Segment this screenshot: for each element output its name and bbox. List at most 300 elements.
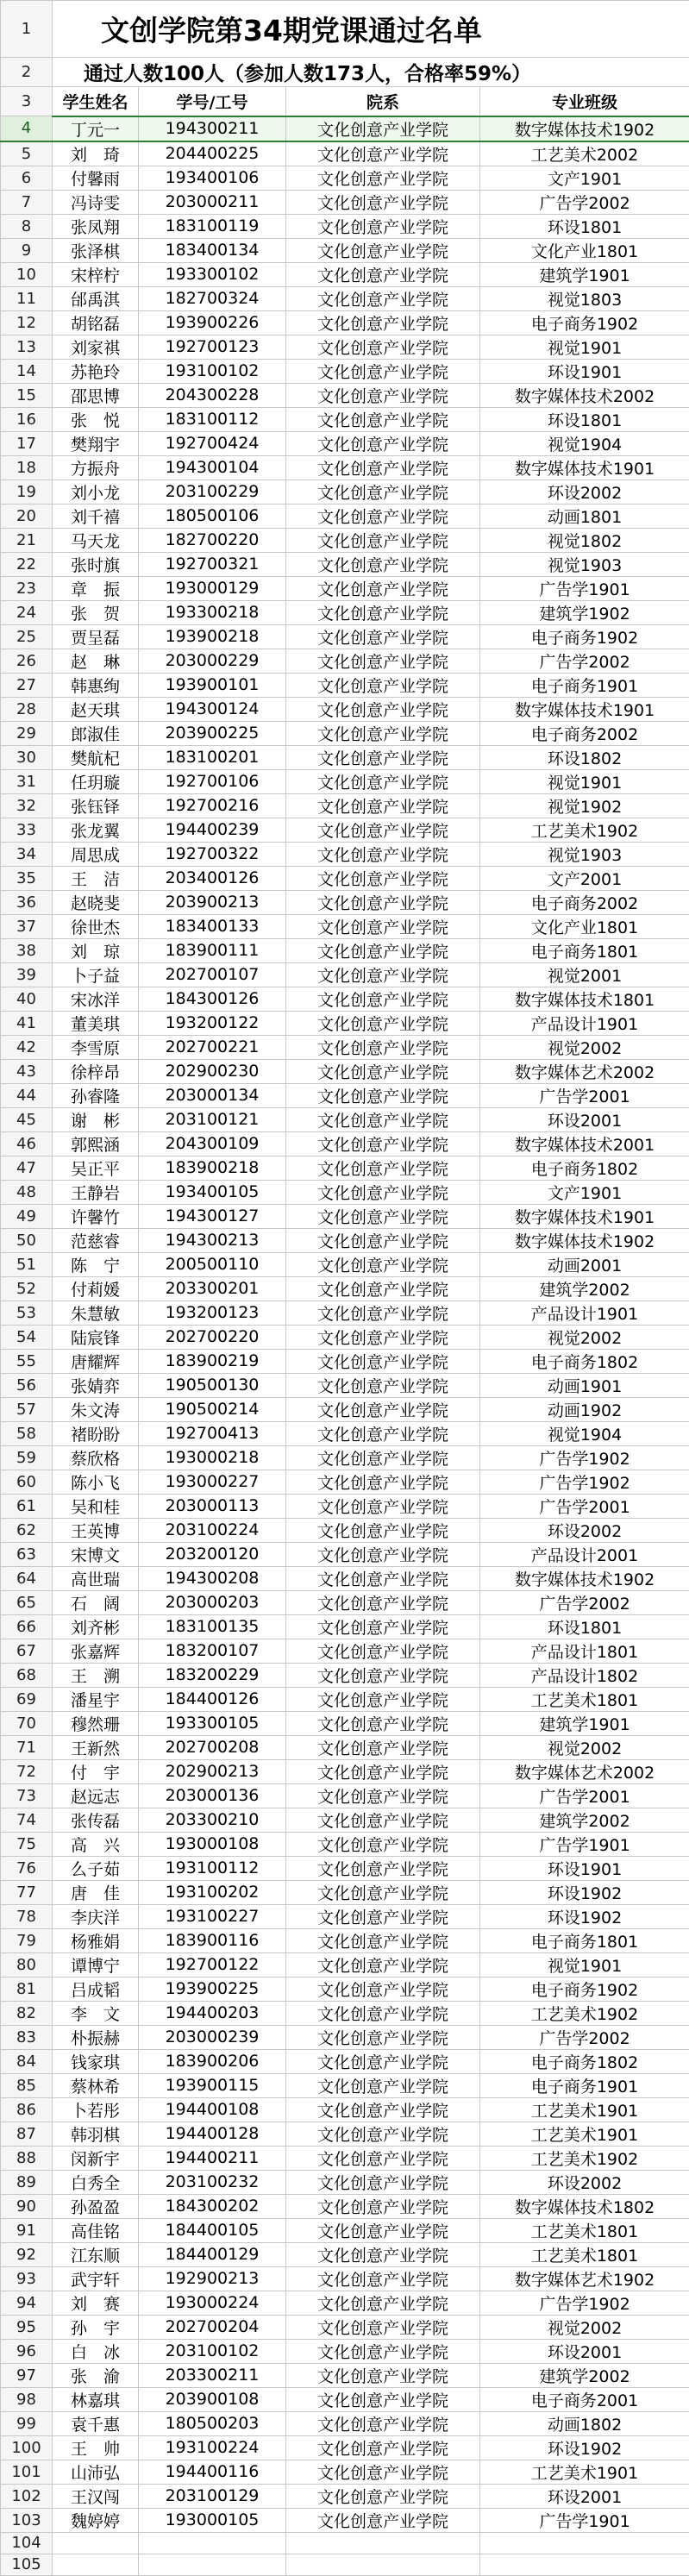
row-number[interactable]: 39 [1,962,53,987]
row-number[interactable]: 101 [1,2460,53,2484]
class-cell[interactable]: 环设1801 [480,1614,689,1639]
student-name-cell[interactable]: 王 帅 [53,2435,139,2460]
student-id-cell[interactable]: 203100224 [139,1518,286,1542]
department-cell[interactable]: 文化创意产业学院 [286,1180,480,1204]
row-number[interactable]: 18 [1,455,53,479]
row-number[interactable]: 58 [1,1421,53,1445]
department-cell[interactable]: 文化创意产业学院 [286,1276,480,1301]
row-number[interactable]: 46 [1,1131,53,1156]
department-cell[interactable]: 文化创意产业学院 [286,962,480,987]
class-cell[interactable]: 视觉1901 [480,335,689,359]
student-id-cell[interactable]: 203000229 [139,649,286,673]
department-cell[interactable]: 文化创意产业学院 [286,1832,480,1856]
department-cell[interactable]: 文化创意产业学院 [286,1977,480,2001]
class-cell[interactable]: 工艺美术1801 [480,2218,689,2242]
row-number[interactable]: 72 [1,1759,53,1783]
student-id-cell[interactable]: 203300210 [139,1808,286,1832]
row-number[interactable]: 104 [1,2532,53,2554]
row-number[interactable]: 57 [1,1397,53,1421]
class-cell[interactable]: 广告学2001 [480,1783,689,1808]
student-name-cell[interactable]: 刘 琼 [53,938,139,962]
department-cell[interactable]: 文化创意产业学院 [286,2001,480,2025]
row-number[interactable]: 12 [1,310,53,335]
department-cell[interactable]: 文化创意产业学院 [286,697,480,721]
class-cell[interactable]: 广告学1902 [480,1470,689,1494]
department-cell[interactable]: 文化创意产业学院 [286,1301,480,1325]
student-name-cell[interactable]: 马天龙 [53,528,139,552]
department-cell[interactable]: 文化创意产业学院 [286,2460,480,2484]
class-cell[interactable]: 电子商务1802 [480,1349,689,1373]
student-id-cell[interactable]: 190500130 [139,1373,286,1397]
class-cell[interactable]: 电子商务2002 [480,721,689,745]
student-id-cell[interactable]: 183200107 [139,1639,286,1663]
class-cell[interactable]: 产品设计1901 [480,1301,689,1325]
class-cell[interactable]: 环设2002 [480,2170,689,2194]
row-number[interactable]: 94 [1,2291,53,2315]
department-cell[interactable]: 文化创意产业学院 [286,1759,480,1783]
department-cell[interactable]: 文化创意产业学院 [286,2266,480,2291]
student-name-cell[interactable]: 董美琪 [53,1011,139,1035]
department-cell[interactable]: 文化创意产业学院 [286,1542,480,1566]
student-name-cell[interactable]: 徐世杰 [53,914,139,938]
student-id-cell[interactable]: 203000134 [139,1083,286,1107]
class-cell[interactable]: 广告学1902 [480,2291,689,2315]
class-cell[interactable]: 工艺美术1902 [480,2001,689,2025]
class-cell[interactable]: 环设1901 [480,1856,689,1880]
row-number[interactable]: 3 [1,87,53,116]
empty-cell[interactable] [139,2532,286,2554]
student-name-cell[interactable]: 许馨竹 [53,1204,139,1228]
student-name-cell[interactable]: 张 贺 [53,600,139,624]
student-name-cell[interactable]: 杨雅娟 [53,1928,139,1952]
class-cell[interactable]: 广告学2002 [480,2025,689,2049]
row-number[interactable]: 34 [1,842,53,866]
student-name-cell[interactable]: 邰禹淇 [53,286,139,310]
row-number[interactable]: 83 [1,2025,53,2049]
empty-cell[interactable] [53,2554,139,2575]
student-id-cell[interactable]: 193900226 [139,310,286,335]
student-name-cell[interactable]: 江东顺 [53,2242,139,2266]
empty-cell[interactable] [53,2532,139,2554]
row-number[interactable]: 105 [1,2554,53,2575]
student-id-cell[interactable]: 183100112 [139,407,286,431]
row-number[interactable]: 103 [1,2508,53,2532]
student-name-cell[interactable]: 卜若彤 [53,2097,139,2122]
student-name-cell[interactable]: 付 宇 [53,1759,139,1783]
student-id-cell[interactable]: 202900230 [139,1059,286,1083]
pass-summary[interactable]: 通过人数100人（参加人数173人，合格率59%） [53,58,689,87]
class-cell[interactable]: 工艺美术1901 [480,2122,689,2146]
department-cell[interactable]: 文化创意产业学院 [286,2218,480,2242]
student-name-cell[interactable]: 宋博文 [53,1542,139,1566]
row-number[interactable]: 79 [1,1928,53,1952]
row-number[interactable]: 100 [1,2435,53,2460]
student-id-cell[interactable]: 184300202 [139,2194,286,2218]
row-number[interactable]: 95 [1,2315,53,2339]
student-name-cell[interactable]: 方振舟 [53,455,139,479]
student-name-cell[interactable]: 张嘉辉 [53,1639,139,1663]
student-name-cell[interactable]: 张凤翔 [53,214,139,238]
student-name-cell[interactable]: 付馨雨 [53,166,139,190]
department-cell[interactable]: 文化创意产业学院 [286,624,480,649]
class-cell[interactable]: 广告学2002 [480,1590,689,1614]
student-id-cell[interactable]: 204300228 [139,383,286,407]
student-id-cell[interactable]: 203900213 [139,890,286,914]
student-name-cell[interactable]: 刘齐彬 [53,1614,139,1639]
class-cell[interactable]: 动画1802 [480,2411,689,2435]
class-cell[interactable]: 视觉2002 [480,2315,689,2339]
class-cell[interactable]: 动画1901 [480,1373,689,1397]
class-cell[interactable]: 数字媒体技术1902 [480,116,689,141]
row-number[interactable]: 98 [1,2387,53,2411]
student-id-cell[interactable]: 203000239 [139,2025,286,2049]
student-id-cell[interactable]: 204300109 [139,1131,286,1156]
row-number[interactable]: 37 [1,914,53,938]
department-cell[interactable]: 文化创意产业学院 [286,1856,480,1880]
class-cell[interactable]: 视觉1904 [480,1421,689,1445]
department-cell[interactable]: 文化创意产业学院 [286,262,480,286]
student-name-cell[interactable]: 赵远志 [53,1783,139,1808]
class-cell[interactable]: 工艺美术1801 [480,2242,689,2266]
row-number[interactable]: 80 [1,1952,53,1977]
row-number[interactable]: 30 [1,745,53,769]
row-number[interactable]: 70 [1,1711,53,1735]
class-cell[interactable]: 视觉1903 [480,842,689,866]
row-number[interactable]: 4 [1,116,53,141]
student-id-cell[interactable]: 180500106 [139,504,286,528]
row-number[interactable]: 27 [1,673,53,697]
class-cell[interactable]: 数字媒体艺术1902 [480,2266,689,2291]
student-name-cell[interactable]: 张婧弈 [53,1373,139,1397]
row-number[interactable]: 90 [1,2194,53,2218]
student-name-cell[interactable]: 陈小飞 [53,1470,139,1494]
student-id-cell[interactable]: 204400225 [139,141,286,166]
student-name-cell[interactable]: 李庆洋 [53,1904,139,1928]
department-cell[interactable]: 文化创意产业学院 [286,818,480,842]
row-number[interactable]: 20 [1,504,53,528]
student-name-cell[interactable]: 白 冰 [53,2339,139,2363]
student-name-cell[interactable]: 谭博宁 [53,1952,139,1977]
student-id-cell[interactable]: 202700204 [139,2315,286,2339]
department-cell[interactable]: 文化创意产业学院 [286,1928,480,1952]
class-cell[interactable]: 环设1901 [480,359,689,383]
student-id-cell[interactable]: 193200122 [139,1011,286,1035]
department-cell[interactable]: 文化创意产业学院 [286,479,480,504]
row-number[interactable]: 35 [1,866,53,890]
row-number[interactable]: 93 [1,2266,53,2291]
row-number[interactable]: 60 [1,1470,53,1494]
class-cell[interactable]: 电子商务1802 [480,2049,689,2073]
department-cell[interactable]: 文化创意产业学院 [286,649,480,673]
row-number[interactable]: 42 [1,1035,53,1059]
student-id-cell[interactable]: 193400105 [139,1180,286,1204]
department-cell[interactable]: 文化创意产业学院 [286,1252,480,1276]
row-number[interactable]: 41 [1,1011,53,1035]
department-cell[interactable]: 文化创意产业学院 [286,2339,480,2363]
class-cell[interactable]: 数字媒体技术1901 [480,697,689,721]
department-cell[interactable]: 文化创意产业学院 [286,2097,480,2122]
student-id-cell[interactable]: 192700123 [139,335,286,359]
student-id-cell[interactable]: 193900218 [139,624,286,649]
student-id-cell[interactable]: 192700322 [139,842,286,866]
department-cell[interactable]: 文化创意产业学院 [286,310,480,335]
student-id-cell[interactable]: 194400203 [139,2001,286,2025]
student-name-cell[interactable]: 石 阔 [53,1590,139,1614]
department-cell[interactable]: 文化创意产业学院 [286,769,480,793]
department-cell[interactable]: 文化创意产业学院 [286,2073,480,2097]
student-name-cell[interactable]: 高世瑞 [53,1566,139,1590]
class-cell[interactable]: 电子商务1901 [480,673,689,697]
row-number[interactable]: 51 [1,1252,53,1276]
department-cell[interactable]: 文化创意产业学院 [286,214,480,238]
department-cell[interactable]: 文化创意产业学院 [286,1204,480,1228]
student-name-cell[interactable]: 朱文涛 [53,1397,139,1421]
empty-cell[interactable] [286,2532,480,2554]
student-name-cell[interactable]: 袁千惠 [53,2411,139,2435]
student-name-cell[interactable]: 陈 宁 [53,1252,139,1276]
row-number[interactable]: 28 [1,697,53,721]
class-cell[interactable]: 动画2001 [480,1252,689,1276]
department-cell[interactable]: 文化创意产业学院 [286,2387,480,2411]
student-id-cell[interactable]: 183900219 [139,1349,286,1373]
student-name-cell[interactable]: 张 悦 [53,407,139,431]
student-id-cell[interactable]: 202700220 [139,1325,286,1349]
row-number[interactable]: 9 [1,238,53,262]
student-name-cell[interactable]: 贾呈磊 [53,624,139,649]
student-id-cell[interactable]: 202900213 [139,1759,286,1783]
class-cell[interactable]: 电子商务2001 [480,2387,689,2411]
student-id-cell[interactable]: 202700208 [139,1735,286,1759]
class-cell[interactable]: 电子商务1902 [480,1977,689,2001]
student-name-cell[interactable]: 山沛弘 [53,2460,139,2484]
class-cell[interactable]: 视觉2002 [480,1735,689,1759]
student-name-cell[interactable]: 宋冰洋 [53,987,139,1011]
student-name-cell[interactable]: 徐梓昂 [53,1059,139,1083]
class-cell[interactable]: 广告学1901 [480,2508,689,2532]
student-name-cell[interactable]: 王英博 [53,1518,139,1542]
student-id-cell[interactable]: 202700221 [139,1035,286,1059]
row-number[interactable]: 7 [1,190,53,214]
class-cell[interactable]: 广告学1902 [480,1445,689,1470]
row-number[interactable]: 16 [1,407,53,431]
student-id-cell[interactable]: 183100201 [139,745,286,769]
row-number[interactable]: 13 [1,335,53,359]
class-cell[interactable]: 数字媒体技术1802 [480,2194,689,2218]
department-cell[interactable]: 文化创意产业学院 [286,1156,480,1180]
row-number[interactable]: 15 [1,383,53,407]
department-cell[interactable]: 文化创意产业学院 [286,383,480,407]
student-id-cell[interactable]: 192700106 [139,769,286,793]
student-id-cell[interactable]: 203400126 [139,866,286,890]
student-id-cell[interactable]: 203200120 [139,1542,286,1566]
class-cell[interactable]: 环设2001 [480,2339,689,2363]
row-number[interactable]: 29 [1,721,53,745]
student-name-cell[interactable]: 张泽棋 [53,238,139,262]
department-cell[interactable]: 文化创意产业学院 [286,286,480,310]
department-cell[interactable]: 文化创意产业学院 [286,1590,480,1614]
class-cell[interactable]: 环设2002 [480,479,689,504]
student-name-cell[interactable]: 吴和桂 [53,1494,139,1518]
class-cell[interactable]: 建筑学2002 [480,1808,689,1832]
student-name-cell[interactable]: 谢 彬 [53,1107,139,1131]
student-id-cell[interactable]: 193300102 [139,262,286,286]
department-cell[interactable]: 文化创意产业学院 [286,407,480,431]
class-cell[interactable]: 动画1801 [480,504,689,528]
row-number[interactable]: 14 [1,359,53,383]
student-name-cell[interactable]: 刘 赛 [53,2291,139,2315]
student-name-cell[interactable]: 魏婷婷 [53,2508,139,2532]
student-id-cell[interactable]: 194300213 [139,1228,286,1252]
department-cell[interactable]: 文化创意产业学院 [286,1325,480,1349]
row-number[interactable]: 68 [1,1663,53,1687]
student-name-cell[interactable]: 吴正平 [53,1156,139,1180]
class-cell[interactable]: 广告学2001 [480,1494,689,1518]
student-id-cell[interactable]: 192700413 [139,1421,286,1445]
student-name-cell[interactable]: 王汉闯 [53,2484,139,2508]
row-number[interactable]: 24 [1,600,53,624]
row-number[interactable]: 26 [1,649,53,673]
student-id-cell[interactable]: 193400106 [139,166,286,190]
department-cell[interactable]: 文化创意产业学院 [286,938,480,962]
row-number[interactable]: 52 [1,1276,53,1301]
header-student-id[interactable]: 学号/工号 [139,87,286,116]
row-number[interactable]: 50 [1,1228,53,1252]
row-number[interactable]: 17 [1,431,53,455]
empty-cell[interactable] [139,2554,286,2575]
student-name-cell[interactable]: 潘星宇 [53,1687,139,1711]
department-cell[interactable]: 文化创意产业学院 [286,576,480,600]
row-number[interactable]: 25 [1,624,53,649]
student-id-cell[interactable]: 193000108 [139,1832,286,1856]
sheet-title[interactable]: 文创学院第34期党课通过名单 [53,1,689,58]
student-name-cell[interactable]: 钱家琪 [53,2049,139,2073]
class-cell[interactable]: 广告学1901 [480,1832,689,1856]
row-number[interactable]: 53 [1,1301,53,1325]
student-name-cell[interactable]: 高 兴 [53,1832,139,1856]
student-id-cell[interactable]: 193100112 [139,1856,286,1880]
row-number[interactable]: 21 [1,528,53,552]
row-number[interactable]: 85 [1,2073,53,2097]
row-number[interactable]: 61 [1,1494,53,1518]
department-cell[interactable]: 文化创意产业学院 [286,1445,480,1470]
department-cell[interactable]: 文化创意产业学院 [286,1518,480,1542]
student-id-cell[interactable]: 182700324 [139,286,286,310]
student-name-cell[interactable]: 孙盈盈 [53,2194,139,2218]
row-number[interactable]: 89 [1,2170,53,2194]
class-cell[interactable]: 环设2002 [480,1518,689,1542]
class-cell[interactable]: 广告学2002 [480,190,689,214]
row-number[interactable]: 32 [1,793,53,818]
student-id-cell[interactable]: 203000211 [139,190,286,214]
student-id-cell[interactable]: 184400126 [139,1687,286,1711]
class-cell[interactable]: 工艺美术1902 [480,2146,689,2170]
row-number[interactable]: 23 [1,576,53,600]
class-cell[interactable]: 视觉1802 [480,528,689,552]
row-number[interactable]: 59 [1,1445,53,1470]
department-cell[interactable]: 文化创意产业学院 [286,1131,480,1156]
row-number[interactable]: 62 [1,1518,53,1542]
department-cell[interactable]: 文化创意产业学院 [286,2122,480,2146]
row-number[interactable]: 56 [1,1373,53,1397]
student-name-cell[interactable]: 刘 琦 [53,141,139,166]
student-name-cell[interactable]: 吕成韬 [53,1977,139,2001]
row-number[interactable]: 75 [1,1832,53,1856]
student-name-cell[interactable]: 苏艳玲 [53,359,139,383]
class-cell[interactable]: 广告学1901 [480,576,689,600]
class-cell[interactable]: 电子商务1801 [480,1928,689,1952]
student-id-cell[interactable]: 193100227 [139,1904,286,1928]
row-number[interactable]: 86 [1,2097,53,2122]
student-id-cell[interactable]: 203900108 [139,2387,286,2411]
student-id-cell[interactable]: 192700424 [139,431,286,455]
department-cell[interactable]: 文化创意产业学院 [286,2411,480,2435]
class-cell[interactable]: 数字媒体技术1902 [480,1566,689,1590]
student-name-cell[interactable]: 唐 佳 [53,1880,139,1904]
student-name-cell[interactable]: 张钰铎 [53,793,139,818]
student-name-cell[interactable]: 刘家祺 [53,335,139,359]
student-id-cell[interactable]: 193000105 [139,2508,286,2532]
student-name-cell[interactable]: 武宇轩 [53,2266,139,2291]
class-cell[interactable]: 视觉1904 [480,431,689,455]
class-cell[interactable]: 视觉1901 [480,1952,689,1977]
row-number[interactable]: 1 [1,1,53,58]
student-name-cell[interactable]: 张 渝 [53,2363,139,2387]
student-name-cell[interactable]: 章 振 [53,576,139,600]
student-id-cell[interactable]: 202700107 [139,962,286,987]
department-cell[interactable]: 文化创意产业学院 [286,673,480,697]
student-id-cell[interactable]: 183400133 [139,914,286,938]
student-id-cell[interactable]: 194300208 [139,1566,286,1590]
department-cell[interactable]: 文化创意产业学院 [286,2194,480,2218]
student-id-cell[interactable]: 203100129 [139,2484,286,2508]
student-name-cell[interactable]: 邵思博 [53,383,139,407]
row-number[interactable]: 77 [1,1880,53,1904]
row-number[interactable]: 74 [1,1808,53,1832]
row-number[interactable]: 78 [1,1904,53,1928]
class-cell[interactable]: 环设1802 [480,745,689,769]
student-name-cell[interactable]: 卜子益 [53,962,139,987]
department-cell[interactable]: 文化创意产业学院 [286,2484,480,2508]
class-cell[interactable]: 工艺美术1902 [480,818,689,842]
class-cell[interactable]: 视觉1903 [480,552,689,576]
student-id-cell[interactable]: 203100229 [139,479,286,504]
class-cell[interactable]: 环设1801 [480,214,689,238]
student-id-cell[interactable]: 182700220 [139,528,286,552]
department-cell[interactable]: 文化创意产业学院 [286,2146,480,2170]
student-id-cell[interactable]: 194300211 [139,116,286,141]
row-number[interactable]: 6 [1,166,53,190]
row-number[interactable]: 102 [1,2484,53,2508]
department-cell[interactable]: 文化创意产业学院 [286,1349,480,1373]
student-id-cell[interactable]: 193100202 [139,1880,286,1904]
student-name-cell[interactable]: 朴振赫 [53,2025,139,2049]
row-number[interactable]: 19 [1,479,53,504]
student-name-cell[interactable]: 郭熙涵 [53,1131,139,1156]
student-id-cell[interactable]: 183100135 [139,1614,286,1639]
department-cell[interactable]: 文化创意产业学院 [286,2508,480,2532]
class-cell[interactable]: 视觉2002 [480,1035,689,1059]
department-cell[interactable]: 文化创意产业学院 [286,1566,480,1590]
student-id-cell[interactable]: 193200123 [139,1301,286,1325]
row-number[interactable]: 38 [1,938,53,962]
class-cell[interactable]: 广告学2001 [480,1083,689,1107]
student-name-cell[interactable]: 朱慧敏 [53,1301,139,1325]
class-cell[interactable]: 文化产业1801 [480,238,689,262]
student-name-cell[interactable]: 唐耀辉 [53,1349,139,1373]
row-number[interactable]: 73 [1,1783,53,1808]
header-student-name[interactable]: 学生姓名 [53,87,139,116]
row-number[interactable]: 36 [1,890,53,914]
